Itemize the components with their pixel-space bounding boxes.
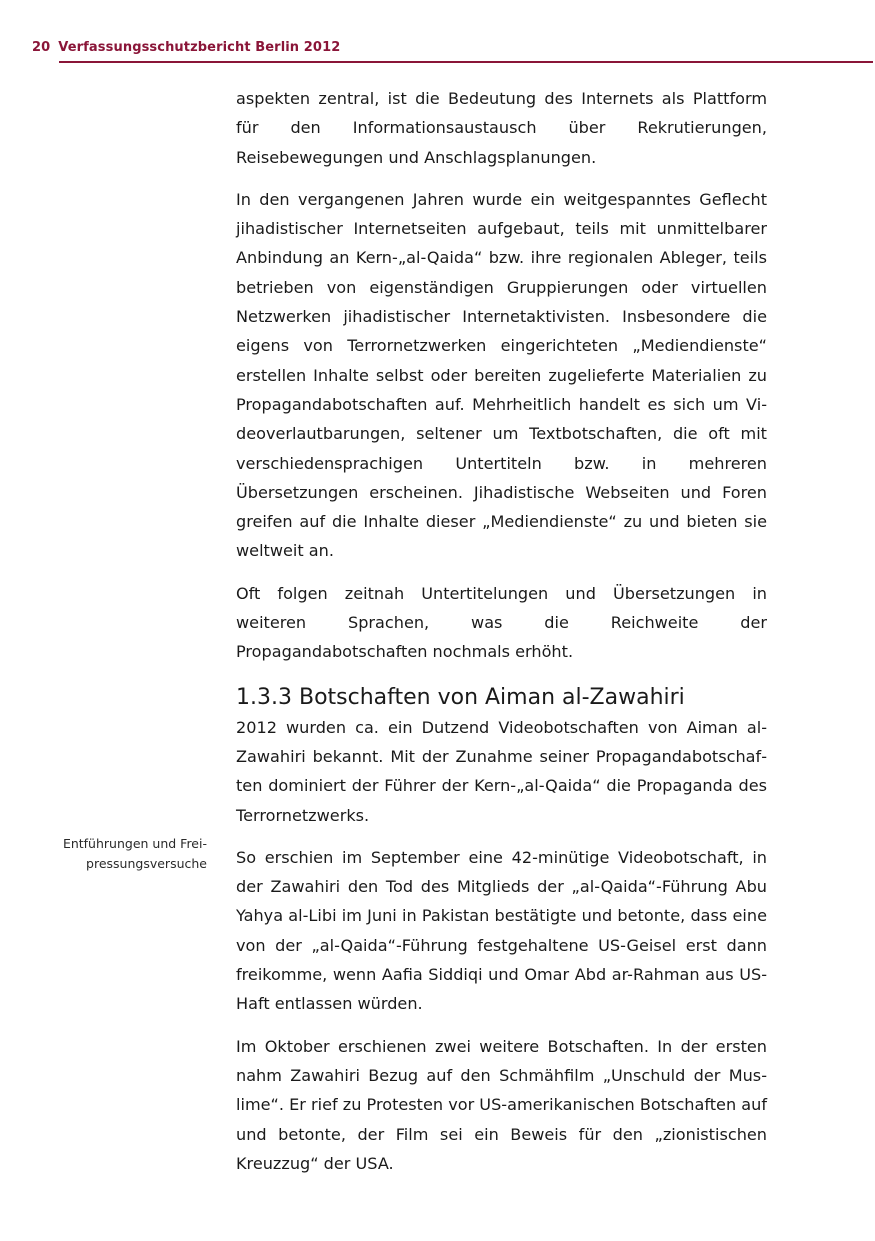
paragraph: 2012 wurden ca. ein Dutzend Videobotschaften von Aiman al-Zawahiri bekannt. Mit der Zunahme seiner Propagandabotschaften dominiert der Führer der Kern-„al-Qaida“ die Propaganda des Terrornetzwerks.	[236, 717, 767, 825]
header-rule	[59, 61, 873, 63]
running-header	[32, 40, 340, 55]
main-text-column	[236, 84, 767, 1191]
paragraph: aspekten zentral, ist die Bedeutung des Internets als Plattform für den Informationsaustausch über Rekrutierungen, Reisebewegungen und Anschlagsplanungen.	[236, 89, 767, 167]
paragraph: Im Oktober erschienen zwei weitere Botschaften. In der ersten nahm Zawahiri Bezug auf den Schmähfilm „Unschuld der Muslime“. Er rief zu Protesten vor US-amerikanischen Botschaften auf und betonte, der Film sei ein Beweis für den „zionistischen Kreuzzug“ der USA.	[236, 1036, 767, 1173]
margin-note: Entführungen und Freipressungsversuche	[62, 836, 207, 871]
section-heading: 1.3.3 Botschaften von Aiman al-Zawahiri	[236, 684, 685, 710]
publication-title: Verfassungsschutzbericht Berlin 2012	[58, 40, 341, 55]
page-number: 20	[32, 40, 51, 55]
paragraph: In den vergangenen Jahren wurde ein weitgespanntes Geflecht jihadistischer Internetseiten aufgebaut, teils mit unmittelbarer Anbindung an Kern-„al-Qaida“ bzw. ihre regionalen Ableger, teils betrieben von eigenständigen Gruppierungen oder virtuellen Netzwerken jihadistischer Internetaktivisten. Insbesondere die eigens von Terrornetzwerken eingerichteten „Mediendienste“ erstellen Inhalte selbst oder bereiten zugelieferte Materialien zu Propagandabotschaften auf. Mehrheitlich handelt es sich um Videoverlautbarungen, seltener um Textbotschaften, die oft mit verschiedensprachigen Untertiteln bzw. in mehreren Übersetzungen erscheinen. Jihadistische Webseiten und Foren greifen auf die Inhalte dieser „Mediendienste“ zu und bieten sie weltweit an.	[236, 189, 767, 561]
paragraph: So erschien im September eine 42-minütige Videobotschaft, in der Zawahiri den Tod des Mitglieds der „al-Qaida“-Führung Abu Yahya al-Libi im Juni in Pakistan bestätigte und betonte, dass eine von der „al-Qaida“-Führung festgehaltene US-Geisel erst dann freikomme, wenn Aafia Siddiqi und Omar Abd ar-Rahman aus US-Haft entlassen würden.	[236, 847, 767, 1014]
paragraph: Oft folgen zeitnah Untertitelungen und Übersetzungen in weiteren Sprachen, was die Reichweite der Propagandabotschaften nochmals erhöht.	[236, 583, 767, 662]
